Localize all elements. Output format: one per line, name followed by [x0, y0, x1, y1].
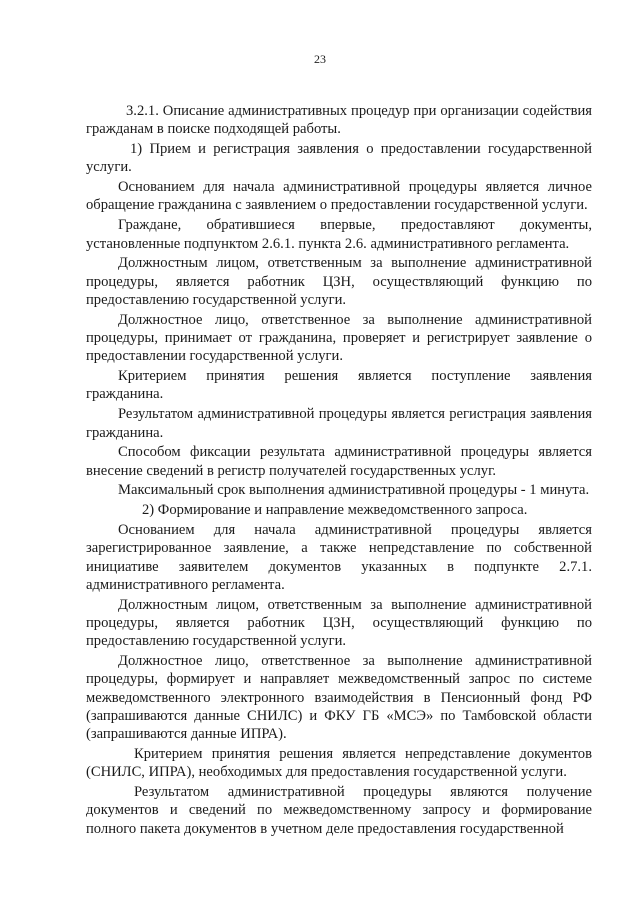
section-heading: 3.2.1. Описание административных процедур при организации содействия гражданам в поиске подходящей работы.	[86, 103, 592, 138]
paragraph-responsible-official-2: Должностным лицом, ответственным за выполнение административной процедуры, является работник ЦЗН, осуществляющий функцию по предоставлению государственной услуги.	[86, 596, 592, 650]
paragraph-result-1: Результатом административной процедуры является регистрация заявления гражданина.	[86, 406, 592, 441]
paragraph-term-1: Максимальный срок выполнения административной процедуры - 1 минута.	[118, 482, 590, 499]
paragraph-fixation-1: Способом фиксации результата административной процедуры является внесение сведений в регистр получателей государственных услуг.	[86, 444, 592, 479]
paragraph-responsible-official-1: Должностным лицом, ответственным за выполнение административной процедуры, является работник ЦЗН, осуществляющий функцию по предоставлению государственной услуги.	[86, 255, 592, 308]
paragraph-basis-1: Основанием для начала административной процедуры является личное обращение гражданина с заявлением о предоставлении государственной услуги.	[86, 179, 592, 214]
paragraph-result-2: Результатом административной процедуры являются получение документов и сведений по межведомственному запросу и формирование полного пакета документов в учетном деле предоставления государственной	[86, 784, 592, 837]
subsection-title-interagency-request: 2) Формирование и направление межведомственного запроса.	[142, 502, 528, 519]
paragraph-criterion-2: Критерием принятия решения является непредставление документов (СНИЛС, ИПРА), необходимых для предоставления государственной услуги.	[86, 746, 592, 781]
page-number: 23	[314, 52, 326, 66]
paragraph-first-time-applicants: Граждане, обратившиеся впервые, предоставляют документы, установленные подпунктом 2.6.1. пункта 2.6. административного регламента.	[86, 217, 592, 252]
paragraph-official-action-2: Должностное лицо, ответственное за выполнение административной процедуры, формирует и направляет межведомственный запрос по системе межведомственного электронного взаимодействия в Пенсионный фонд РФ (запрашиваются данные СНИЛС) и ФКУ ГБ «МСЭ» по Тамбовской области (запрашиваются данные ИПРА).	[86, 653, 592, 743]
paragraph-basis-2: Основанием для начала административной процедуры является зарегистрированное заявление, а также непредставление по собственной инициативе заявителем документов указанных в подпункте 2.7.1. административного регламента.	[86, 522, 592, 593]
paragraph-criterion-1: Критерием принятия решения является поступление заявления гражданина.	[86, 368, 592, 403]
subsection-title-reception: 1) Прием и регистрация заявления о предоставлении государственной услуги.	[86, 141, 592, 176]
paragraph-official-action-1: Должностное лицо, ответственное за выполнение административной процедуры, принимает от гражданина, проверяет и регистрирует заявление о предоставлении государственной услуги.	[86, 311, 592, 365]
document-body	[86, 102, 592, 840]
